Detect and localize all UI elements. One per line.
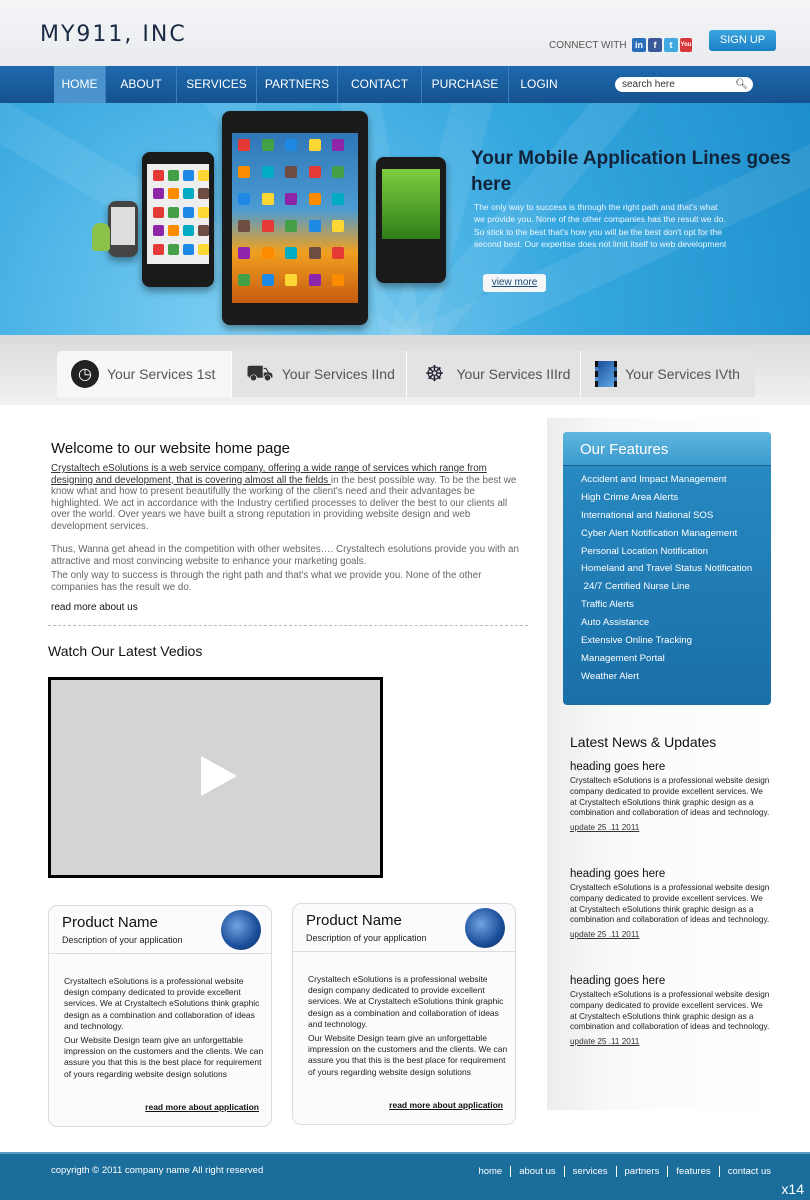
play-icon[interactable] xyxy=(201,756,237,796)
app-icon xyxy=(262,166,274,178)
footer-link-features[interactable]: features xyxy=(667,1166,718,1177)
read-more-application-link[interactable]: read more about application xyxy=(145,1102,259,1112)
feature-item[interactable]: Personal Location Notification xyxy=(581,545,708,557)
view-more-button[interactable]: view more xyxy=(483,274,546,292)
app-icon xyxy=(153,225,164,236)
tab-label: Your Services IIIrd xyxy=(456,366,571,382)
feature-item[interactable]: Auto Assistance xyxy=(581,617,650,629)
feature-item[interactable]: High Crime Area Alerts xyxy=(581,491,679,503)
app-icon xyxy=(238,220,250,232)
app-icon xyxy=(309,166,321,178)
app-icon xyxy=(262,139,274,151)
news-date-link[interactable]: update 25 .11 2011 xyxy=(570,1037,640,1047)
news-item xyxy=(570,761,770,832)
firefox-icon xyxy=(221,910,261,950)
footer-link-services[interactable]: services xyxy=(564,1166,616,1177)
header xyxy=(0,0,810,66)
tab-services-1[interactable] xyxy=(57,351,232,397)
app-icon xyxy=(168,170,179,181)
product-text: Our Website Design team give an unforgettable impression on the customers and the clients. We can assure you that this is the best place for requirement of yours regarding website design solutions xyxy=(64,1035,264,1079)
news-title: Latest News & Updates xyxy=(570,734,717,750)
welcome-paragraph xyxy=(51,463,525,532)
news-body: Crystaltech eSolutions is a professional website design company dedicated to provide excellent services. We at Crystaltech eSolutions think graphic design as a combination and collaboration of ideas and technology. xyxy=(570,990,770,1032)
product-text: Crystaltech eSolutions is a professional website design company dedicated to provide excellent services. We at Crystaltech eSolutions think graphic design as a combination and collaboration of ideas and technology. xyxy=(308,974,504,1029)
product-name: Product Name xyxy=(306,912,402,929)
news-date-link[interactable]: update 25 .11 2011 xyxy=(570,823,640,833)
app-icon xyxy=(198,244,209,255)
footer-links xyxy=(470,1166,779,1177)
app-icon xyxy=(262,220,274,232)
footer-link-home[interactable]: home xyxy=(478,1166,503,1177)
app-icon xyxy=(183,207,194,218)
app-icon xyxy=(168,188,179,199)
app-icon xyxy=(285,193,297,205)
ship-wheel-icon: ☸ xyxy=(424,361,445,386)
app-icon xyxy=(153,188,164,199)
app-icon xyxy=(262,274,274,286)
app-icon xyxy=(238,139,250,151)
app-icon xyxy=(183,244,194,255)
app-icon xyxy=(285,247,297,259)
news-heading[interactable]: heading goes here xyxy=(570,761,666,773)
news-date-link[interactable]: update 25 .11 2011 xyxy=(570,930,640,940)
app-icon xyxy=(153,207,164,218)
app-icon xyxy=(285,139,297,151)
app-icon xyxy=(332,220,344,232)
feature-item[interactable]: Management Portal xyxy=(581,652,665,664)
app-icon xyxy=(238,166,250,178)
footer-link-partners[interactable]: partners xyxy=(616,1166,668,1177)
badge: x14 xyxy=(781,1181,804,1197)
tablet-image xyxy=(222,111,368,325)
footer-link-about[interactable]: about us xyxy=(510,1166,563,1177)
read-more-about-us-link[interactable]: read more about us xyxy=(51,602,138,613)
feature-item[interactable]: Homeland and Travel Status Notification xyxy=(581,563,753,575)
app-icon xyxy=(183,188,194,199)
features-list xyxy=(581,474,752,689)
nav-contact[interactable]: CONTACT xyxy=(338,66,422,103)
news-heading[interactable]: heading goes here xyxy=(570,975,666,987)
app-icon xyxy=(168,207,179,218)
app-icon xyxy=(198,225,209,236)
android-icon xyxy=(92,223,110,251)
app-icon xyxy=(332,166,344,178)
divider xyxy=(48,625,528,626)
news-item xyxy=(570,868,770,939)
search-placeholder: search here xyxy=(622,79,675,90)
footer-link-contact[interactable]: contact us xyxy=(719,1166,779,1177)
footer xyxy=(0,1152,810,1200)
app-icon xyxy=(332,139,344,151)
tab-services-2[interactable] xyxy=(232,351,407,397)
blackberry-image xyxy=(376,157,446,283)
app-icon xyxy=(168,225,179,236)
nav-about[interactable]: ABOUT xyxy=(106,66,177,103)
product-card xyxy=(48,905,272,1127)
app-icon xyxy=(309,274,321,286)
app-icon xyxy=(183,170,194,181)
app-icon xyxy=(285,166,297,178)
paragraph-2: Thus, Wanna get ahead in the competition with other websites…. Crystaltech esolutions provide you with an attractive and most convincing website to enhance your marketing goals. xyxy=(51,544,519,567)
services-tabs xyxy=(57,351,755,397)
app-icon xyxy=(309,193,321,205)
product-name: Product Name xyxy=(62,914,158,931)
product-text: Our Website Design team give an unforgettable impression on the customers and the clients. We can assure you that this is the best place for requirement of yours regarding website design solutions xyxy=(308,1033,508,1077)
app-icon xyxy=(332,193,344,205)
clock-icon: ◷ xyxy=(71,360,99,388)
app-icon xyxy=(262,247,274,259)
product-card xyxy=(292,903,516,1125)
features-box xyxy=(563,432,771,705)
facebook-icon[interactable]: f xyxy=(648,38,662,52)
tab-label: Your Services 1st xyxy=(107,366,216,382)
video-title: Watch Our Latest Vedios xyxy=(48,643,203,659)
nav-services[interactable]: SERVICES xyxy=(177,66,257,103)
feature-item[interactable]: Traffic Alerts xyxy=(581,599,634,611)
video-player[interactable] xyxy=(48,677,383,878)
app-icon xyxy=(332,247,344,259)
product-text: Crystaltech eSolutions is a professional website design company dedicated to provide excellent services. We at Crystaltech eSolutions think graphic design as a combination and collaboration of ideas and technology. xyxy=(64,976,260,1031)
tab-services-4[interactable] xyxy=(581,351,755,397)
app-icon xyxy=(198,170,209,181)
paragraph-3: The only way to success is through the right path and that's what we provide you. None of the other companies has the result we do. xyxy=(51,570,482,593)
tab-label: Your Services IVth xyxy=(625,366,740,382)
app-icon xyxy=(153,244,164,255)
android-phone-image xyxy=(142,152,214,287)
hero-text: The only way to success is through the right path and that's what we provide you. None of the other companies has the result we do. So stick to the best that's how you will be the best don't opt for the second best. Our expertise does not limit itself to web development xyxy=(474,202,727,250)
copyright: copyrigth © 2011 company name All right reserved xyxy=(51,1165,264,1176)
connect-label: CONNECT WITH xyxy=(549,40,627,51)
app-icon xyxy=(198,207,209,218)
features-title: Our Features xyxy=(563,432,771,466)
binoculars-icon: ⛟ xyxy=(245,359,274,385)
app-icon xyxy=(198,188,209,199)
sign-up-button[interactable]: SIGN UP xyxy=(709,30,776,51)
app-icon xyxy=(309,220,321,232)
small-phone-image xyxy=(108,201,138,257)
news-body: Crystaltech eSolutions is a professional website design company dedicated to provide excellent services. We at Crystaltech eSolutions think graphic design as a combination and collaboration of ideas and technology. xyxy=(570,776,770,818)
nav-purchase[interactable]: PURCHASE xyxy=(422,66,509,103)
feature-item[interactable]: Weather Alert xyxy=(581,670,639,682)
firefox-icon xyxy=(465,908,505,948)
youtube-icon[interactable]: You xyxy=(680,38,692,52)
news-body: Crystaltech eSolutions is a professional website design company dedicated to provide excellent services. We at Crystaltech eSolutions think graphic design as a combination and collaboration of ideas and technology. xyxy=(570,883,770,925)
app-icon xyxy=(238,274,250,286)
app-icon xyxy=(309,139,321,151)
app-icon xyxy=(238,247,250,259)
search-icon[interactable]: 🔍︎ xyxy=(735,79,748,90)
app-icon xyxy=(238,193,250,205)
feature-item[interactable]: Extensive Online Tracking xyxy=(581,635,692,647)
hero-title: Your Mobile Application Lines goes here xyxy=(471,148,791,195)
app-icon xyxy=(285,220,297,232)
feature-item[interactable]: Cyber Alert Notification Management xyxy=(581,527,738,539)
app-icon xyxy=(183,225,194,236)
hero-banner xyxy=(0,103,810,335)
search-input[interactable] xyxy=(615,77,753,92)
twitter-icon[interactable]: t xyxy=(664,38,678,52)
feature-item[interactable]: Accident and Impact Management xyxy=(581,474,727,485)
feature-item[interactable]: International and National SOS xyxy=(581,509,714,521)
film-icon xyxy=(595,361,617,387)
product-description: Description of your application xyxy=(306,933,427,943)
app-icon xyxy=(309,247,321,259)
welcome-title: Welcome to our website home page xyxy=(51,440,291,457)
app-icon xyxy=(153,170,164,181)
company-link[interactable]: Crystaltech eSolutions is a web service company, offering a wide range of services which range from designing and development, that is covering almost all the fields xyxy=(51,463,487,486)
logo[interactable]: MY911, INC xyxy=(40,22,187,47)
read-more-application-link[interactable]: read more about application xyxy=(389,1100,503,1110)
welcome-section xyxy=(48,440,528,659)
app-icon xyxy=(285,274,297,286)
product-description: Description of your application xyxy=(62,935,183,945)
welcome-text: in the best possible way. To be the best we know what and how to present beautifully the working of the client's need and their advantages be highlighted. We act in accordance with the Industry certified processes to deliver the best to our clients all over the world. Over years we have built a strong reputation in providing website design and web development services. xyxy=(51,474,517,532)
tab-services-3[interactable] xyxy=(407,351,582,397)
app-icon xyxy=(168,244,179,255)
news-heading[interactable]: heading goes here xyxy=(570,868,666,880)
app-icon xyxy=(332,274,344,286)
nav-home[interactable]: HOME xyxy=(54,66,106,103)
feature-item[interactable]: 24/7 Certified Nurse Line xyxy=(581,581,690,593)
linkedin-icon[interactable]: in xyxy=(632,38,646,52)
tab-label: Your Services IInd xyxy=(281,366,395,382)
news-item xyxy=(570,975,770,1046)
app-icon xyxy=(262,193,274,205)
nav-partners[interactable]: PARTNERS xyxy=(257,66,338,103)
nav-login[interactable]: LOGIN xyxy=(520,77,558,91)
